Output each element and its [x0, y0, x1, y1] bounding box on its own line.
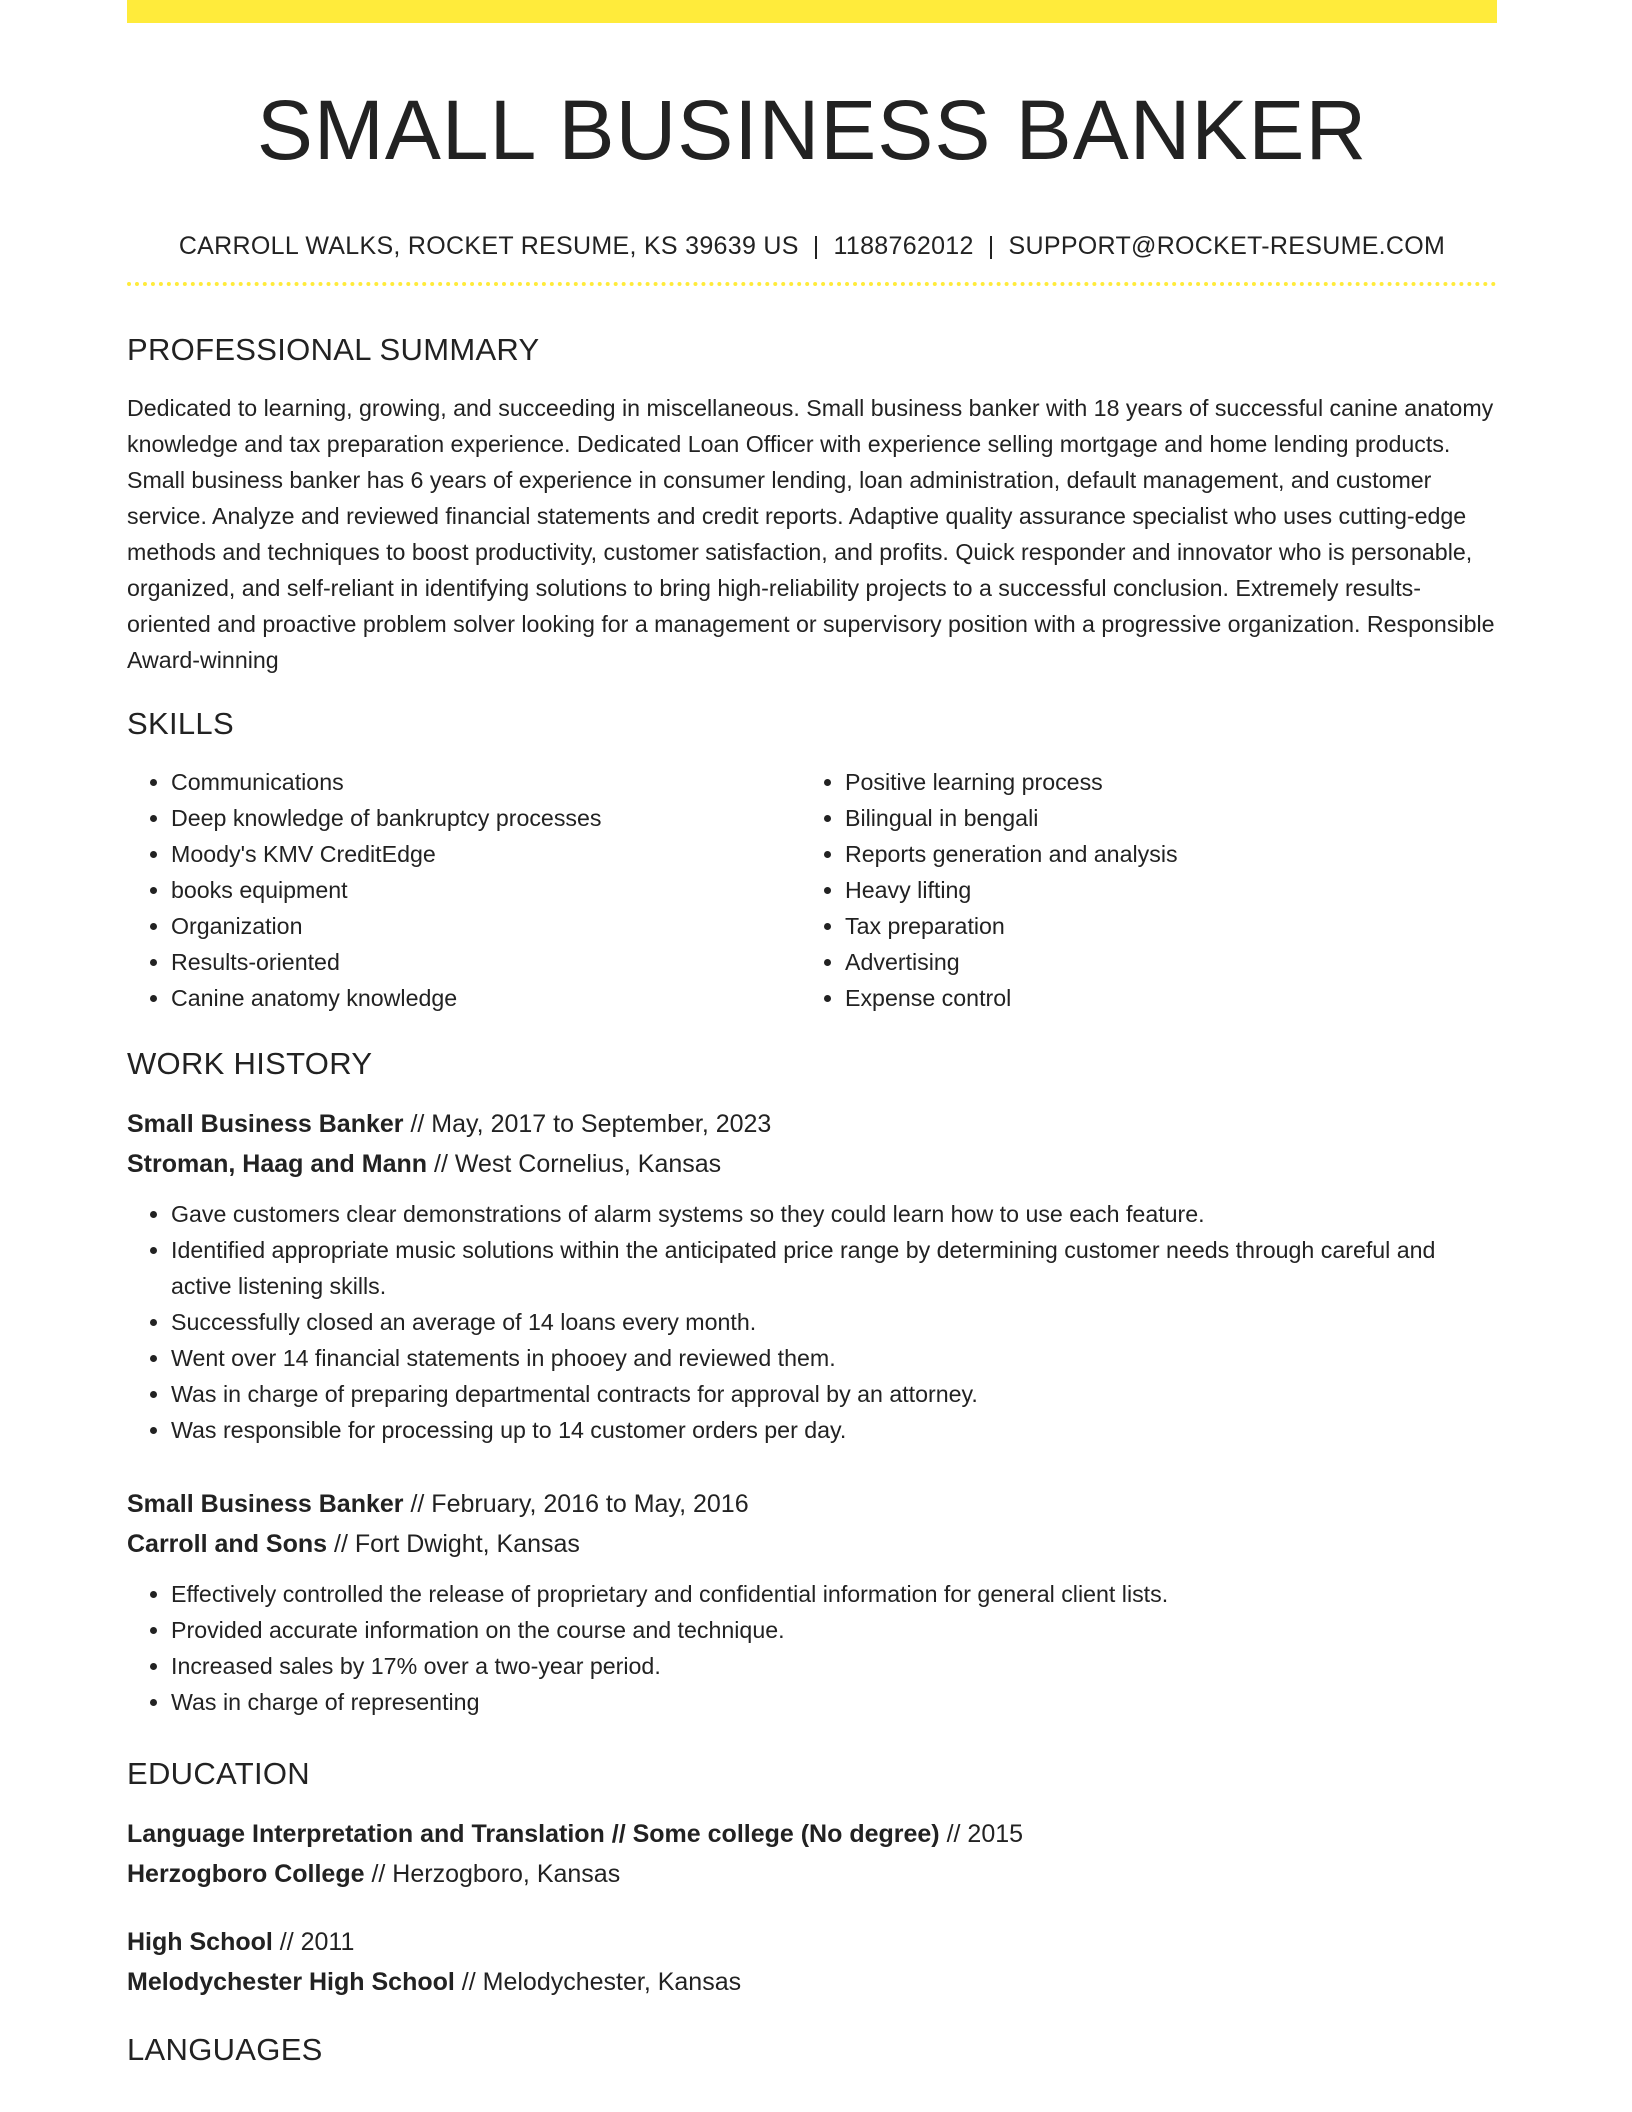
job-role: Small Business Banker — [127, 1110, 404, 1138]
education-degree-line — [127, 1814, 1497, 1854]
education-school-line — [127, 1854, 1497, 1894]
education-year: // 2015 — [939, 1820, 1024, 1848]
education-school-line — [127, 1962, 1497, 2002]
education-degree: Language Interpretation and Translation // Some college (No degree) — [127, 1820, 940, 1848]
skills-heading: SKILLS — [127, 706, 234, 741]
education-entry — [127, 1922, 1497, 2002]
skills-columns — [127, 764, 1497, 1016]
summary-text: Dedicated to learning, growing, and succeeding in miscellaneous. Small business banker with 18 years of successful canine anatomy knowledge and tax preparation experience. Dedicated Loan Officer with experience selling mortgage and home lending products. Small business banker has 6 years of experience in consumer lending, loan administration, default management, and customer service. Analyze and reviewed financial statements and credit reports. Adaptive quality assurance specialist who uses cutting-edge methods and techniques to boost productivity, customer satisfaction, and profits. Quick responder and innovator who is personable, organized, and self-reliant in identifying solutions to bring high-reliability projects to a successful conclusion. Extremely results-oriented and proactive problem solver looking for a management or supervisory position with a progressive organization. Responsible Award-winning — [127, 395, 1495, 673]
skill-item: • Moody's KMV CreditEdge — [171, 836, 801, 872]
contact-email: SUPPORT@ROCKET-RESUME.COM — [1008, 232, 1446, 260]
job-dates: // February, 2016 to May, 2016 — [403, 1490, 749, 1518]
skill-item: • Communications — [171, 764, 801, 800]
job-bullets — [127, 1196, 1497, 1448]
education-entry — [127, 1814, 1497, 1894]
job-bullet: • Was responsible for processing up to 14 customer orders per day. — [171, 1412, 1497, 1448]
skills-list-right — [801, 764, 1475, 1016]
contact-line — [127, 230, 1497, 262]
skill-item: • Organization — [171, 908, 801, 944]
education-school: Herzogboro College — [127, 1860, 365, 1888]
contact-address: CARROLL WALKS, ROCKET RESUME, KS 39639 US — [178, 232, 799, 260]
job-bullet: • Identified appropriate music solutions within the anticipated price range by determining customer needs through careful and active listening skills. — [171, 1232, 1497, 1304]
education-school: Melodychester High School — [127, 1968, 455, 1996]
job-bullet: • Gave customers clear demonstrations of alarm systems so they could learn how to use each feature. — [171, 1196, 1497, 1232]
job-bullets — [127, 1576, 1497, 1720]
education-location: // Melodychester, Kansas — [454, 1968, 742, 1996]
skills-list-left — [127, 764, 801, 1016]
skill-item: • Expense control — [845, 980, 1475, 1016]
job-company-line — [127, 1144, 1497, 1184]
skill-item: • Tax preparation — [845, 908, 1475, 944]
skill-item: • Positive learning process — [845, 764, 1475, 800]
summary-heading: PROFESSIONAL SUMMARY — [127, 332, 540, 367]
job-bullet: • Increased sales by 17% over a two-year period. — [171, 1648, 1497, 1684]
job-title-line — [127, 1484, 1497, 1524]
job-location: // Fort Dwight, Kansas — [327, 1530, 580, 1558]
job-bullet: • Effectively controlled the release of proprietary and confidential information for general client lists. — [171, 1576, 1497, 1612]
job-title-line — [127, 1104, 1497, 1144]
resume-content — [127, 0, 1497, 2070]
education-heading: EDUCATION — [127, 1756, 310, 1791]
skill-item: • books equipment — [171, 872, 801, 908]
job-bullet: • Provided accurate information on the course and technique. — [171, 1612, 1497, 1648]
contact-separator: | — [987, 232, 995, 260]
contact-phone: 1188762012 — [833, 232, 974, 260]
skill-item: • Deep knowledge of bankruptcy processes — [171, 800, 801, 836]
skill-item: • Advertising — [845, 944, 1475, 980]
skill-item: • Bilingual in bengali — [845, 800, 1475, 836]
job-bullet: • Successfully closed an average of 14 loans every month. — [171, 1304, 1497, 1340]
education-year: // 2011 — [272, 1928, 355, 1956]
languages-heading: LANGUAGES — [127, 2032, 323, 2067]
job-dates: // May, 2017 to September, 2023 — [403, 1110, 772, 1138]
skill-item: • Reports generation and analysis — [845, 836, 1475, 872]
education-degree-line — [127, 1922, 1497, 1962]
education-degree: High School — [127, 1928, 273, 1956]
job-role: Small Business Banker — [127, 1490, 404, 1518]
resume-name: SMALL BUSINESS BANKER — [256, 83, 1368, 177]
work-history-heading: WORK HISTORY — [127, 1046, 373, 1081]
skill-item: • Canine anatomy knowledge — [171, 980, 801, 1016]
job-company-line — [127, 1524, 1497, 1564]
job-company: Stroman, Haag and Mann — [127, 1150, 428, 1178]
education-location: // Herzogboro, Kansas — [364, 1860, 621, 1888]
job-bullet: • Was in charge of preparing departmental contracts for approval by an attorney. — [171, 1376, 1497, 1412]
job-location: // West Cornelius, Kansas — [427, 1150, 722, 1178]
skill-item: • Results-oriented — [171, 944, 801, 980]
job-bullet: • Went over 14 financial statements in phooey and reviewed them. — [171, 1340, 1497, 1376]
job-company: Carroll and Sons — [127, 1530, 328, 1558]
contact-separator: | — [812, 232, 820, 260]
skill-item: • Heavy lifting — [845, 872, 1475, 908]
job-entry — [127, 1484, 1497, 1720]
job-bullet: • Was in charge of representing — [171, 1684, 1497, 1720]
dotted-divider — [127, 282, 1497, 286]
job-entry — [127, 1104, 1497, 1448]
